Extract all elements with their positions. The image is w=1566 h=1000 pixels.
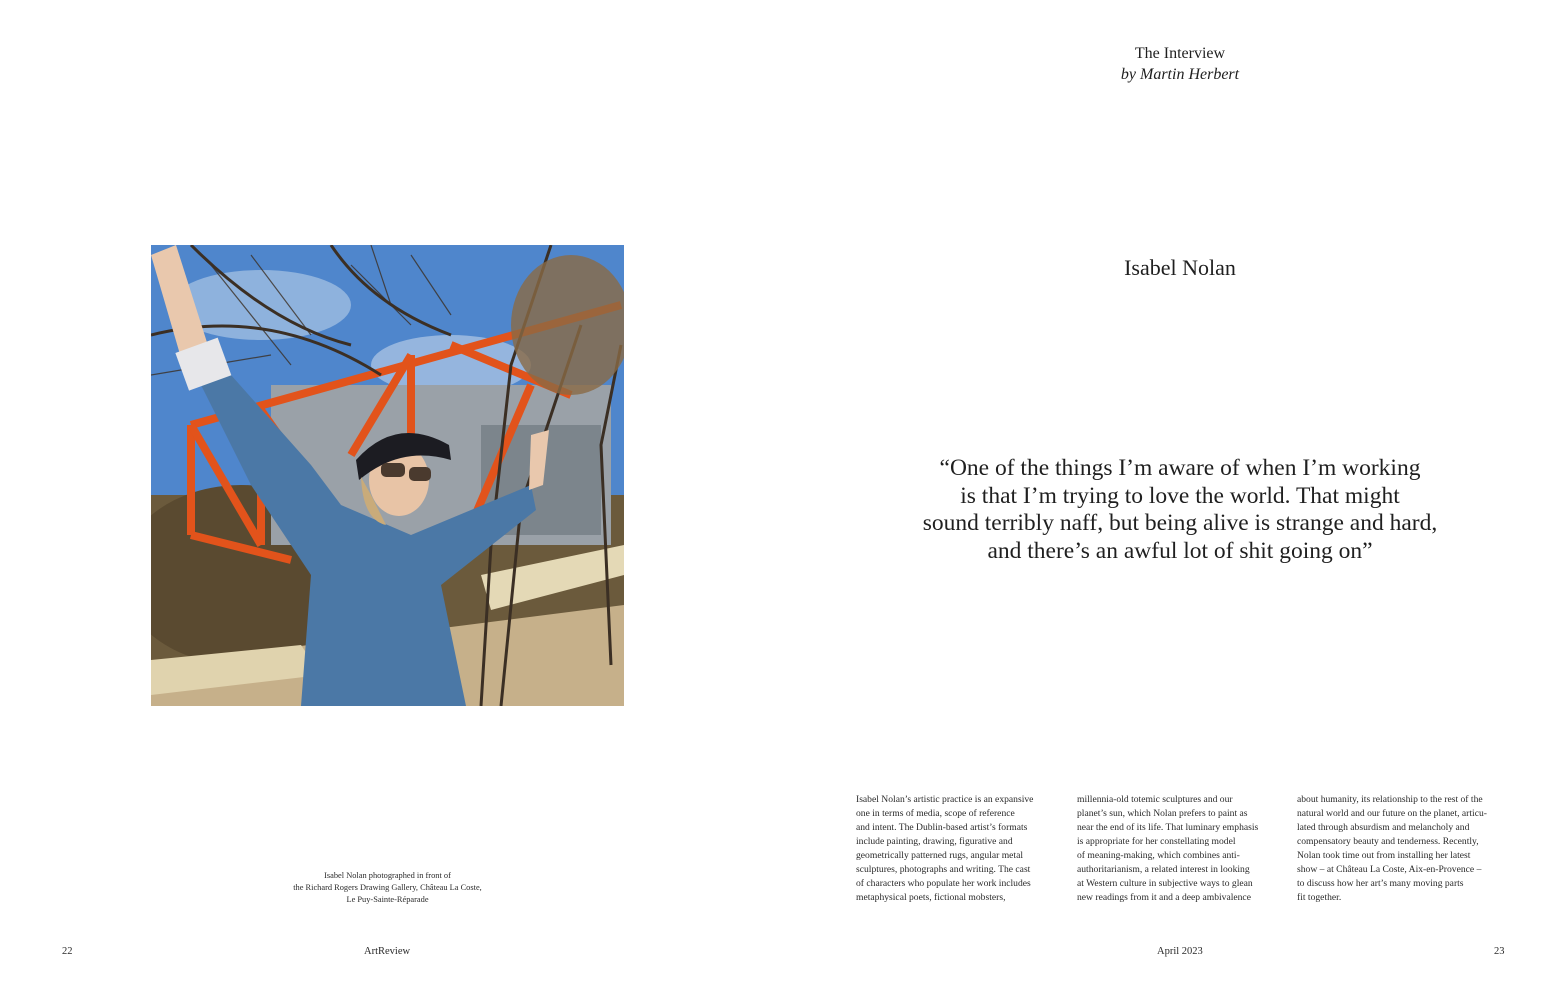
section-header: [1080, 43, 1280, 85]
body-line: compensatory beauty and tenderness. Recently,: [1297, 836, 1479, 847]
body-line: to discuss how her art’s many moving parts: [1297, 878, 1464, 889]
byline: by Martin Herbert: [1120, 66, 1240, 83]
body-line: millennia-old totemic sculptures and our: [1077, 794, 1233, 805]
pull-quote-line: and there’s an awful lot of shit going on”: [987, 537, 1373, 564]
caption-line: Isabel Nolan photographed in front of: [324, 871, 451, 880]
pull-quote: [900, 455, 1460, 565]
section-label: The Interview: [1134, 45, 1226, 62]
body-line: planet’s sun, which Nolan prefers to paint as: [1077, 808, 1248, 819]
body-column-1: [856, 793, 1066, 905]
body-line: natural world and our future on the planet, articu-: [1297, 808, 1487, 819]
body-line: of meaning-making, which combines anti-: [1077, 850, 1240, 861]
photo-illustration: [151, 245, 624, 706]
body-line: and intent. The Dublin-based artist’s formats: [856, 822, 1028, 833]
body-line: about humanity, its relationship to the rest of the: [1297, 794, 1483, 805]
caption-line: Le Puy-Sainte-Réparade: [346, 895, 429, 905]
body-line: fit together.: [1297, 892, 1342, 903]
body-line: of characters who populate her work includes: [856, 878, 1031, 889]
pull-quote-line: is that I’m trying to love the world. That might: [960, 482, 1400, 509]
pull-quote-line: “One of the things I’m aware of when I’m working: [939, 455, 1421, 481]
body-line: one in terms of media, scope of reference: [856, 808, 1015, 819]
running-footer-magazine: ArtReview: [364, 946, 411, 957]
portrait-photo: [151, 245, 624, 706]
body-line: metaphysical poets, fictional mobsters,: [856, 892, 1006, 903]
body-line: Nolan took time out from installing her latest: [1297, 850, 1471, 861]
page-number-left: 22: [62, 946, 73, 957]
body-line: authoritarianism, a related interest in looking: [1077, 864, 1250, 875]
body-line: Isabel Nolan’s artistic practice is an expansive: [856, 794, 1034, 805]
body-line: sculptures, photographs and writing. The cast: [856, 864, 1031, 875]
page-number-right: 23: [1494, 946, 1505, 957]
body-line: near the end of its life. That luminary emphasis: [1077, 822, 1259, 833]
body-line: show – at Château La Coste, Aix-en-Provence –: [1297, 864, 1482, 875]
body-line: include painting, drawing, figurative and: [856, 836, 1013, 847]
article-title: Isabel Nolan: [1124, 255, 1236, 280]
body-line: geometrically patterned rugs, angular metal: [856, 850, 1024, 861]
body-line: lated through absurdism and melancholy and: [1297, 822, 1470, 833]
body-column-2: [1077, 793, 1287, 905]
photo-caption: [260, 870, 515, 907]
body-column-3: [1297, 793, 1507, 905]
caption-line: the Richard Rogers Drawing Gallery, Château La Coste,: [293, 883, 482, 893]
body-line: is appropriate for her constellating model: [1077, 836, 1236, 847]
body-line: at Western culture in subjective ways to glean: [1077, 878, 1253, 889]
pull-quote-line: sound terribly naff, but being alive is strange and hard,: [922, 510, 1438, 536]
body-line: new readings from it and a deep ambivalence: [1077, 892, 1251, 903]
running-footer-date: April 2023: [1157, 946, 1203, 957]
